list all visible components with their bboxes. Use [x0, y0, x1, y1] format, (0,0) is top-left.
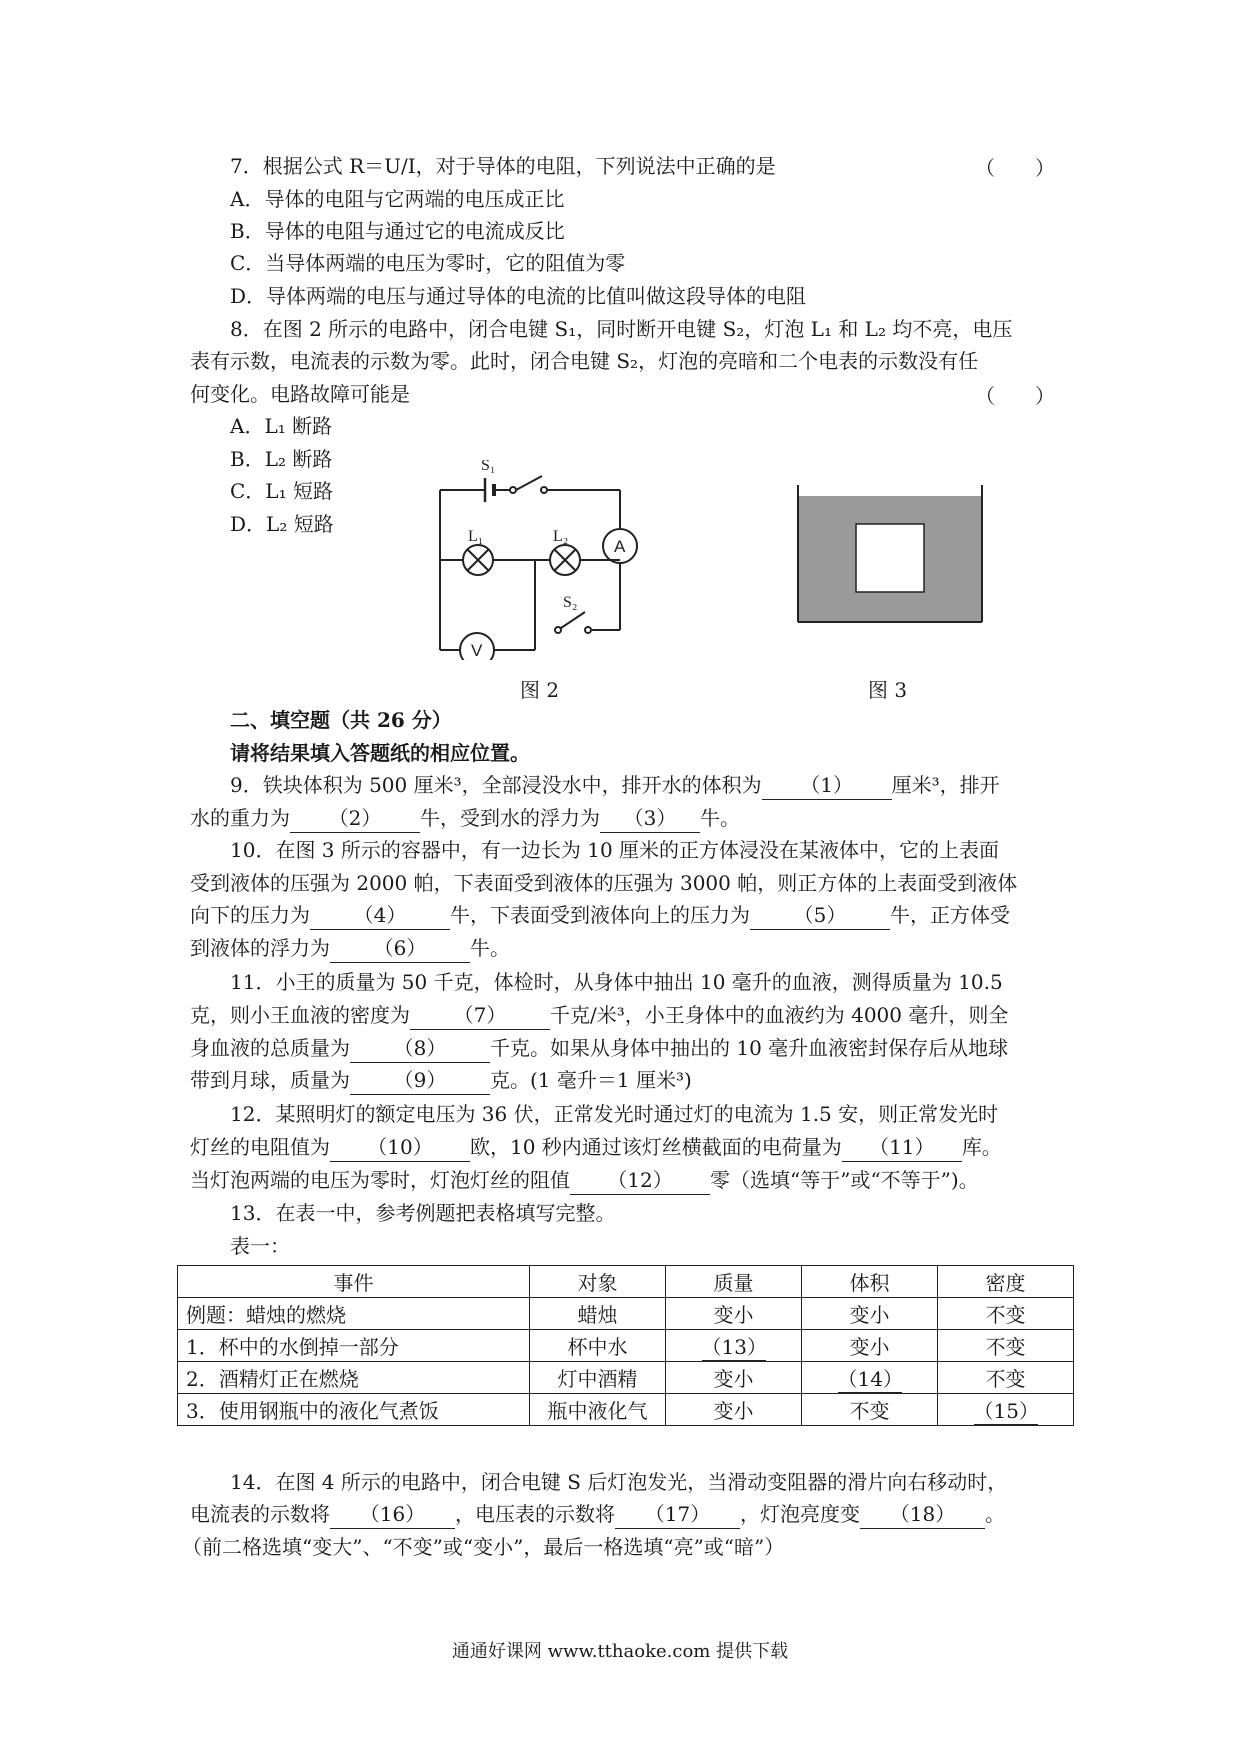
- table-row: [178, 1298, 1074, 1330]
- q11-text-2b: 千克/米³，小王身体中的血液约为 4000 毫升，则全: [550, 1003, 1009, 1027]
- table-cell: 杯中水: [530, 1330, 666, 1362]
- l2-label: L₂: [553, 528, 569, 545]
- q11-line2: [190, 1001, 1008, 1030]
- q8-line2: 表有示数，电流表的示数为零。此时，闭合电键 S₂，灯泡的亮暗和二个电表的示数没有任: [190, 349, 979, 373]
- table-cell: 灯中酒精: [530, 1362, 666, 1394]
- q13-stem: 13．在表一中，参考例题把表格填写完整。: [230, 1201, 616, 1225]
- q8-option-a: A．L₁ 断路: [230, 414, 333, 438]
- table-header-cell: 质量: [666, 1266, 802, 1298]
- q7-option-d: D．导体两端的电压与通过导体的电流的比值叫做这段导体的电阻: [230, 284, 807, 308]
- q14-text-2c: ，灯泡亮度变: [740, 1502, 860, 1526]
- q10-line2: 受到液体的压强为 2000 帕，下表面受到液体的压强为 3000 帕，则正方体的上表面受到液体: [190, 871, 1018, 895]
- table-row: [178, 1362, 1074, 1394]
- blank-12: （12）: [570, 1166, 710, 1195]
- q8-option-d: D．L₂ 短路: [230, 512, 334, 536]
- page-footer: 通通好课网 www.tthaoke.com 提供下载: [451, 1641, 789, 1662]
- q12-text-3a: 当灯泡两端的电压为零时，灯泡灯丝的阻值: [190, 1168, 570, 1192]
- table-cell: [666, 1330, 802, 1362]
- q12-text-2a: 灯丝的电阻值为: [190, 1135, 330, 1159]
- q11-text-4a: 带到月球，质量为: [190, 1068, 350, 1092]
- q9-text-c3: 牛。: [700, 806, 740, 830]
- q9-text-a: 9．铁块体积为 500 厘米³，全部浸没水中，排开水的体积为: [230, 773, 762, 797]
- table-cell: 蜡烛: [530, 1298, 666, 1330]
- q10-line4: [190, 934, 510, 963]
- q12-line1: 12．某照明灯的额定电压为 36 伏，正常发光时通过灯的电流为 1.5 安，则正常发光时: [230, 1102, 999, 1126]
- table-header-cell: 密度: [938, 1266, 1074, 1298]
- table-cell: 瓶中液化气: [530, 1394, 666, 1426]
- table-cell: 3．使用钢瓶中的液化气煮饭: [178, 1394, 530, 1426]
- q12-line3: [190, 1166, 979, 1195]
- blank-4: （4）: [310, 901, 450, 930]
- table-cell: 变小: [666, 1298, 802, 1330]
- q7-answer-paren: （ ）: [975, 156, 1055, 180]
- q11-text-4b: 克。(1 毫升＝1 厘米³): [490, 1068, 692, 1092]
- table-cell: 不变: [938, 1362, 1074, 1394]
- table-cell: 不变: [802, 1394, 938, 1426]
- blank-18: （18）: [860, 1500, 985, 1529]
- q9-text-c2: 牛，受到水的浮力为: [420, 806, 600, 830]
- ammeter-label: A: [614, 537, 626, 556]
- s2-label: S₂: [563, 594, 578, 611]
- table-cell: 不变: [938, 1330, 1074, 1362]
- table-cell: 例题：蜡烛的燃烧: [178, 1298, 530, 1330]
- q11-line3: [190, 1034, 1008, 1063]
- q10-text-3a: 向下的压力为: [190, 903, 310, 927]
- table-row: [178, 1394, 1074, 1426]
- blank-10: （10）: [330, 1133, 470, 1162]
- q9-line2: [190, 804, 740, 833]
- q9-text-a2: 厘米³，排开: [891, 773, 1000, 797]
- q11-line1: 11．小王的质量为 50 千克，体检时，从身体中抽出 10 毫升的血液，测得质量为 10.5: [230, 970, 1003, 994]
- table1-label: 表一：: [230, 1234, 290, 1258]
- q11-text-2a: 克，则小王血液的密度为: [190, 1003, 410, 1027]
- q12-line2: [190, 1133, 1002, 1162]
- section2-title: 二、填空题（共 26 分）: [230, 708, 452, 732]
- q11-text-3a: 身血液的总质量为: [190, 1036, 350, 1060]
- fig2-caption: 图 2: [520, 678, 560, 702]
- q12-text-2c: 库。: [961, 1135, 1002, 1159]
- blank-15: （15）: [974, 1395, 1038, 1425]
- blank-2: （2）: [290, 804, 420, 833]
- q14-text-2b: ，电压表的示数将: [455, 1502, 615, 1526]
- blank-13: （13）: [702, 1331, 766, 1361]
- fig3-caption: 图 3: [868, 678, 908, 702]
- blank-3: （3）: [600, 804, 700, 833]
- q8-answer-paren: （ ）: [975, 384, 1055, 408]
- table-header-row: [178, 1266, 1074, 1298]
- q7-option-c: C．当导体两端的电压为零时，它的阻值为零: [230, 251, 626, 275]
- q9-line1: [230, 771, 1000, 800]
- q14-line3: （前二格选填“变大”、“不变”或“变小”，最后一格选填“亮”或“暗”）: [182, 1535, 785, 1559]
- blank-8: （8）: [350, 1034, 490, 1063]
- table-cell: 变小: [802, 1330, 938, 1362]
- blank-9: （9）: [350, 1066, 490, 1095]
- q10-line3: [190, 901, 1010, 930]
- l1-label: L₁: [468, 528, 484, 545]
- q14-line2: [190, 1500, 1005, 1529]
- q8-line3: 何变化。电路故障可能是: [190, 382, 410, 406]
- q10-text-4b: 牛。: [470, 936, 510, 960]
- circuit-diagram-fig2: [430, 460, 650, 660]
- blank-17: （17）: [615, 1500, 740, 1529]
- table-row: [178, 1330, 1074, 1362]
- blank-14: （14）: [838, 1363, 902, 1393]
- q14-text-2a: 电流表的示数将: [190, 1502, 330, 1526]
- q8-option-c: C．L₁ 短路: [230, 479, 333, 503]
- q7-option-a: A．导体的电阻与它两端的电压成正比: [230, 187, 565, 211]
- container-diagram-fig3: [790, 480, 990, 630]
- table-cell: 1．杯中的水倒掉一部分: [178, 1330, 530, 1362]
- q10-line1: 10．在图 3 所示的容器中，有一边长为 10 厘米的正方体浸没在某液体中，它的上表面: [230, 838, 1000, 862]
- q11-line4: [190, 1066, 692, 1095]
- q11-text-3b: 千克。如果从身体中抽出的 10 毫升血液密封保存后从地球: [490, 1036, 1009, 1060]
- voltmeter-label: V: [471, 641, 483, 660]
- q14-line1: 14．在图 4 所示的电路中，闭合电键 S 后灯泡发光，当滑动变阻器的滑片向右移动时，: [230, 1470, 1008, 1494]
- q9-text-c: 水的重力为: [190, 806, 290, 830]
- table-header-cell: 对象: [530, 1266, 666, 1298]
- blank-5: （5）: [750, 901, 890, 930]
- blank-6: （6）: [330, 934, 470, 963]
- section2-instruction: 请将结果填入答题纸的相应位置。: [230, 741, 530, 765]
- table-header-cell: 体积: [802, 1266, 938, 1298]
- q10-text-4a: 到液体的浮力为: [190, 936, 330, 960]
- table-cell: [802, 1362, 938, 1394]
- blank-1: （1）: [762, 771, 892, 800]
- blank-7: （7）: [410, 1001, 550, 1030]
- q10-text-3b: 牛，下表面受到液体向上的压力为: [450, 903, 750, 927]
- q14-text-2d: 。: [985, 1502, 1005, 1526]
- table-cell: 2．酒精灯正在燃烧: [178, 1362, 530, 1394]
- table-header-cell: 事件: [178, 1266, 530, 1298]
- table-cell: 变小: [802, 1298, 938, 1330]
- table-cell: 变小: [666, 1362, 802, 1394]
- q8-line1: 8．在图 2 所示的电路中，闭合电键 S₁，同时断开电键 S₂，灯泡 L₁ 和 L₂ 均不亮，电压: [230, 317, 1013, 341]
- q12-text-2b: 欧，10 秒内通过该灯丝横截面的电荷量为: [470, 1135, 842, 1159]
- q10-text-3c: 牛，正方体受: [890, 903, 1010, 927]
- q7-option-b: B．导体的电阻与通过它的电流成反比: [230, 219, 565, 243]
- table-cell: 不变: [938, 1298, 1074, 1330]
- table1: [177, 1265, 1074, 1426]
- blank-16: （16）: [330, 1500, 455, 1529]
- s1-label: S₁: [481, 460, 496, 474]
- table-cell: [938, 1394, 1074, 1426]
- q8-option-b: B．L₂ 断路: [230, 447, 333, 471]
- q7-stem: 7．根据公式 R＝U/I，对于导体的电阻，下列说法中正确的是: [230, 154, 776, 178]
- q12-text-3b: 零（选填“等于”或“不等于”)。: [710, 1168, 979, 1192]
- table-cell: 变小: [666, 1394, 802, 1426]
- blank-11: （11）: [842, 1133, 962, 1162]
